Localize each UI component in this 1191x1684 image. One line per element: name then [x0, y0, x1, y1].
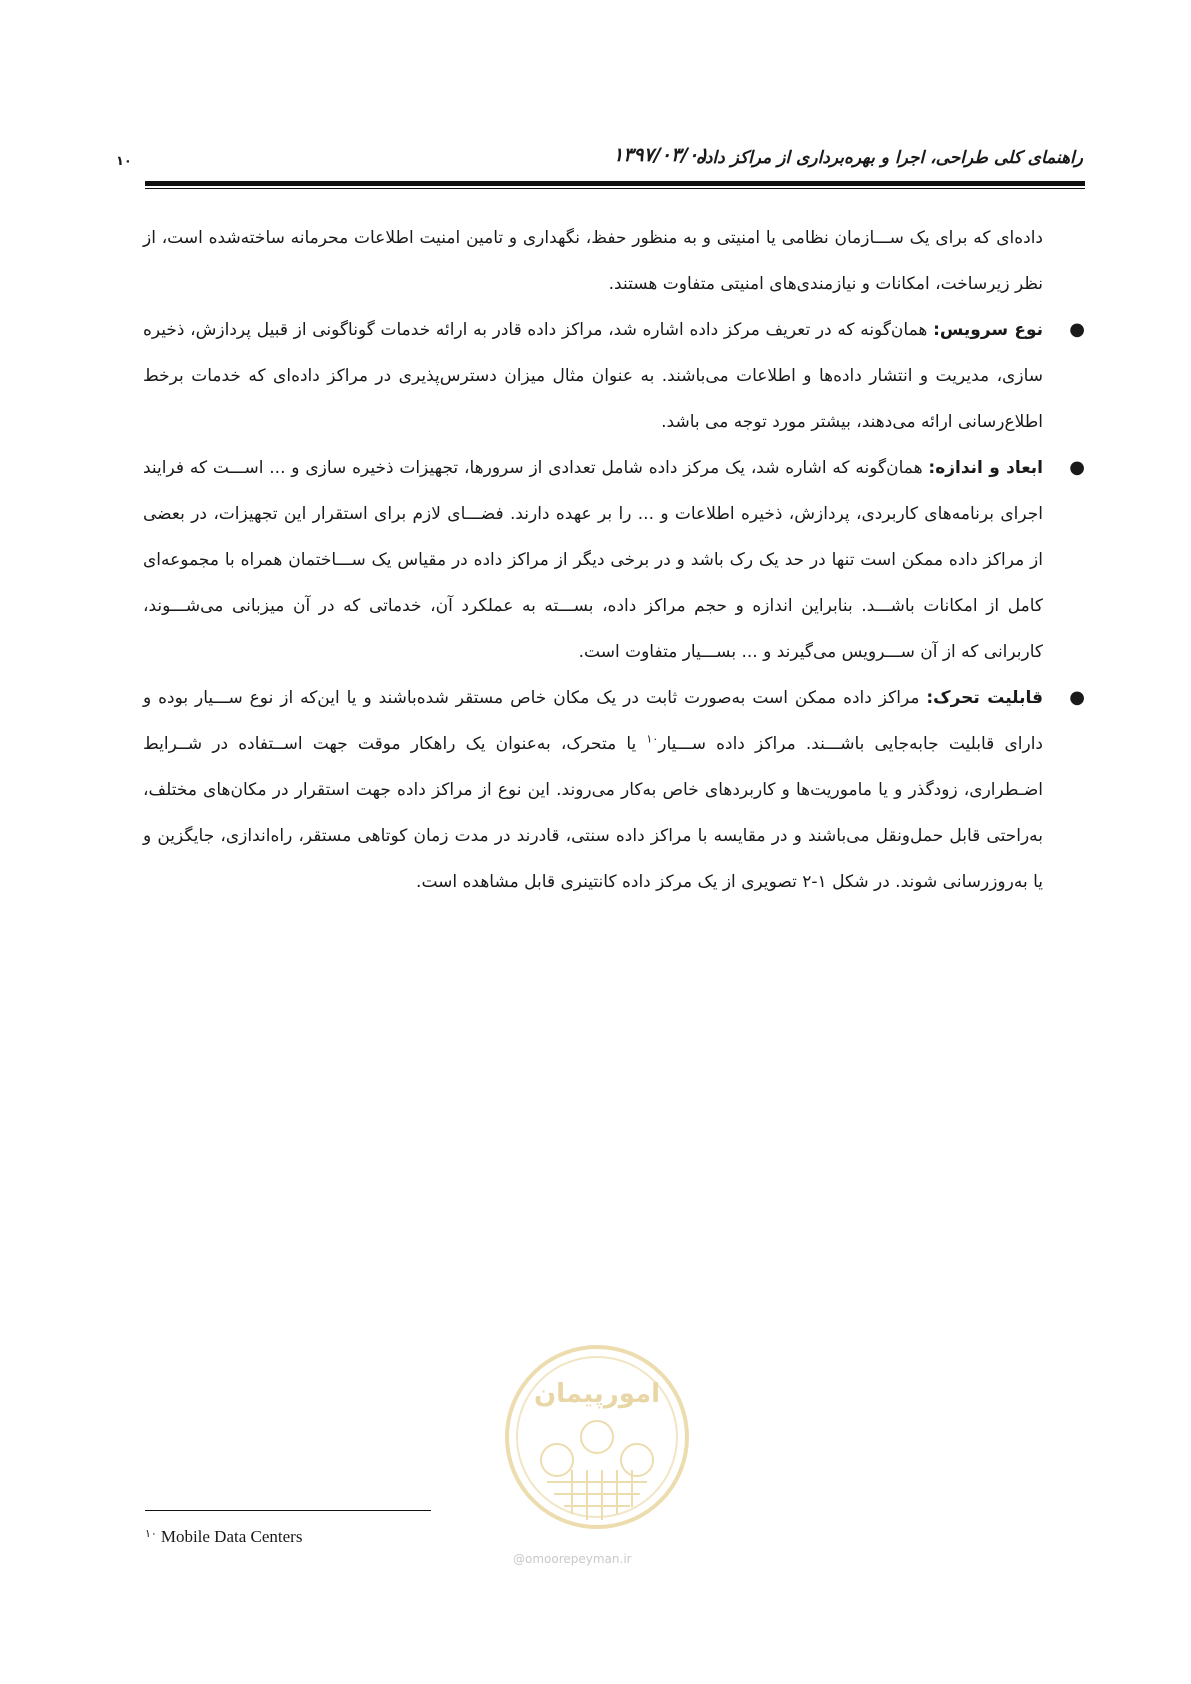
bullet-list [143, 307, 1085, 905]
bullet-icon: ● [1069, 687, 1085, 708]
watermark-logo-text: امورپیمان [533, 1379, 661, 1409]
watermark-site: @omoorepeyman.ir [513, 1552, 632, 1566]
bullet-term: ابعاد و اندازه: [928, 458, 1044, 478]
bullet-text: همان‌گونه که اشاره شد، یک مرکز داده شامل تعدادی از سرورها، تجهیزات ذخیره سازی و ... اســـت که فرایند اجرای برنامه‌های کاربردی، پردازش، ذخیره اطلاعات و ... را بر عهده دارند. فضـــای لازم برای استقرار این تجهیزات، در بعضی از مراکز داده ممکن است تنها در حد یک رک باشد و در برخی دیگر از مراکز داده در مقیاس یک ســـاختمان همراه با مجموعه‌ای کامل از امکانات باشـــد. بنابراین اندازه و حجم مراکز داده، بســـته به عملکرد آن، خدماتی که در آن میزبانی می‌شـــوند، کاربرانی که از آن ســـرویس می‌گیرند و ... بســـیار متفاوت است. [143, 458, 1043, 662]
bullet-service-type [143, 307, 1085, 445]
page-header [116, 140, 1083, 180]
bullet-text-continued: یا متحرک، به‌عنوان یک راهکار موقت جهت اســتفاده در شــرایط اضـطراری، زودگذر و یا ماموریت‌ها و کاربردهای خاص به‌کار می‌روند. این نوع از مراکز داده جهت استقرار در مکان‌های مختلف، به‌راحتی قابل حمل‌ونقل می‌باشند و در مقایسه با مراکز داده سنتی، قادرند در مدت زمان کوتاهی مستقر، راه‌اندازی، جایگزین و یا به‌روزرسانی شوند. در شکل ۱-۲ تصویری از یک مرکز داده کانتینری قابل مشاهده است. [143, 734, 1043, 892]
footnote-text: Mobile Data Centers [160, 1527, 303, 1546]
bullet-mobility [143, 675, 1085, 905]
bullet-icon: ● [1069, 319, 1085, 340]
footnote-separator [145, 1510, 431, 1511]
header-rule-thick [145, 181, 1085, 186]
running-title: راهنمای کلی طراحی، اجرا و بهره‌برداری از مراکز داده [695, 148, 1083, 168]
footnote-reference[interactable]: ۱۰ [646, 732, 659, 746]
bullet-term: قابلیت تحرک: [926, 688, 1043, 708]
bullet-text: همان‌گونه که در تعریف مرکز داده اشاره شد، مراکز داده قادر به ارائه خدمات گوناگونی از قبیل پردازش، ذخیره سازی، مدیریت و انتشار داده‌ها و اطلاعات می‌باشند. به عنوان مثال میزان دسترس‌پذیری در مراکز داده‌ای که خدمات برخط اطلاع‌رسانی ارائه می‌دهند، بیشتر مورد توجه می باشد. [143, 320, 1043, 432]
page-number: ۱۰ [116, 154, 132, 169]
document-date: ۱۳۹۷/۰۳/۰۱ [613, 144, 709, 166]
bullet-size [143, 445, 1085, 675]
footnote [145, 1527, 302, 1547]
intro-paragraph: داده‌ای که برای یک ســـازمان نظامی یا امنیتی و به منظور حفظ، نگهداری و تامین امنیت اطلاعات محرمانه ساخته‌شده است، از نظر زیرساخت، امکانات و نیازمندی‌های امنیتی متفاوت هستند. [143, 228, 1043, 294]
bullet-text: مراکز داده ممکن است به‌صورت ثابت در یک مکان خاص مستقر شده‌باشند و یا این‌که از نوع ســـیار بوده و دارای قابلیت جابه‌جایی باشـــند. مراکز داده ســـیار [143, 688, 1043, 754]
bullet-term: نوع سرویس: [933, 320, 1043, 340]
header-rule-thin [145, 188, 1085, 189]
bullet-icon: ● [1069, 457, 1085, 478]
body-text [143, 215, 1085, 905]
watermark-logo-icon [502, 1342, 692, 1532]
footnote-mark: ۱۰ [145, 1528, 157, 1540]
